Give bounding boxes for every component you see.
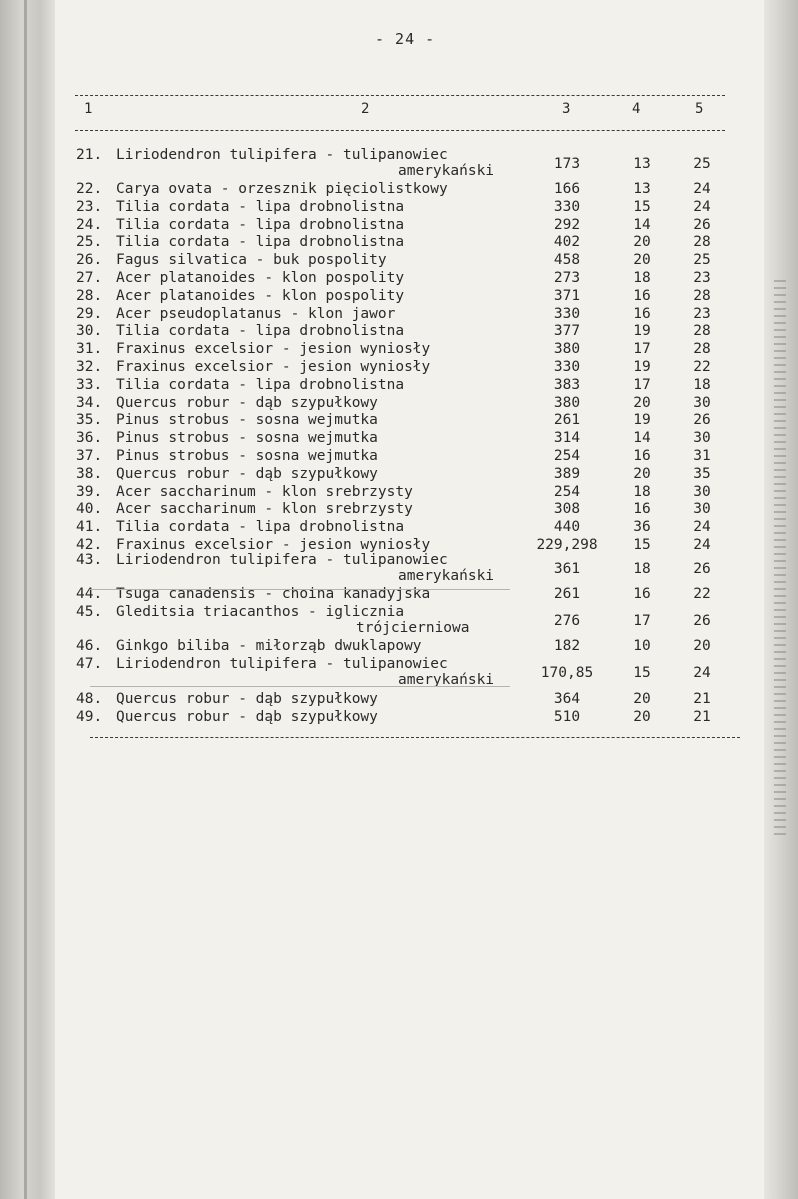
value-col5: 30 (693, 394, 711, 411)
faint-rule (90, 589, 510, 590)
value-col3: 440 (553, 519, 581, 536)
value-col5: 25 (693, 252, 711, 269)
value-col4: 18 (633, 483, 651, 500)
value-col3: 254 (553, 483, 581, 500)
value-col4: 20 (633, 252, 651, 269)
species-name: Tilia cordata - lipa drobnolistna (116, 323, 405, 340)
value-col3: 389 (553, 465, 581, 482)
species-name: Tilia cordata - lipa drobnolistna (116, 376, 405, 393)
value-col3: 371 (553, 287, 581, 304)
value-col3: 361 (553, 561, 581, 577)
row-number: 43. (76, 552, 103, 568)
row-number: 38. (76, 465, 103, 482)
value-col3: 166 (553, 181, 581, 197)
value-col3: 314 (553, 430, 581, 447)
species-name-continued: amerykański (398, 568, 495, 584)
value-col3: 458 (553, 252, 581, 269)
value-col5: 28 (693, 287, 711, 304)
column-header-2: 2 (361, 101, 370, 117)
value-col5: 24 (693, 198, 711, 215)
value-col4: 19 (633, 323, 651, 340)
value-col4: 16 (633, 501, 651, 518)
value-col3: 261 (553, 412, 581, 429)
value-col4: 18 (633, 270, 651, 286)
row-number: 49. (76, 709, 103, 725)
species-name: Pinus strobus - sosna wejmutka (116, 448, 378, 464)
scan-left-edge (0, 0, 55, 1199)
species-name: Carya ovata - orzesznik pięciolistkowy (116, 181, 448, 197)
value-col4: 20 (633, 709, 651, 725)
value-col5: 28 (693, 234, 711, 251)
table-bottom-rule (90, 737, 740, 738)
value-col5: 30 (693, 483, 711, 500)
row-number: 22. (76, 181, 103, 197)
value-col4: 13 (633, 156, 651, 172)
species-name: Tilia cordata - lipa drobnolistna (116, 198, 405, 215)
value-col4: 19 (633, 412, 651, 429)
value-col3: 330 (553, 305, 581, 322)
value-col4: 18 (633, 561, 651, 577)
value-col5: 30 (693, 430, 711, 447)
value-col5: 24 (693, 519, 711, 536)
value-col3: 254 (553, 448, 581, 464)
row-number: 27. (76, 270, 103, 286)
species-name: Tilia cordata - lipa drobnolistna (116, 519, 405, 536)
species-name: Quercus robur - dąb szypułkowy (116, 465, 378, 482)
species-name: Tilia cordata - lipa drobnolistna (116, 234, 405, 251)
row-number: 34. (76, 394, 103, 411)
value-col3: 292 (553, 216, 581, 233)
row-number: 37. (76, 448, 103, 464)
row-number: 36. (76, 430, 103, 447)
value-col4: 20 (633, 691, 651, 707)
value-col5: 26 (693, 561, 711, 577)
value-col3: 273 (553, 270, 581, 286)
value-col4: 20 (633, 234, 651, 251)
species-name: Pinus strobus - sosna wejmutka (116, 430, 378, 447)
row-number: 39. (76, 483, 103, 500)
value-col5: 22 (693, 586, 711, 602)
value-col4: 17 (633, 341, 651, 358)
value-col4: 14 (633, 216, 651, 233)
column-header-1: 1 (84, 101, 93, 117)
table-header-rule (75, 130, 725, 131)
row-number: 46. (76, 638, 103, 654)
value-col5: 21 (693, 691, 711, 707)
row-number: 23. (76, 198, 103, 215)
value-col4: 16 (633, 586, 651, 602)
species-name: Liriodendron tulipifera - tulipanowiec (116, 147, 448, 163)
species-name: Tilia cordata - lipa drobnolistna (116, 216, 405, 233)
species-name: Gleditsia triacanthos - iglicznia (116, 604, 405, 620)
page-number: - 24 - (375, 30, 436, 48)
value-col5: 25 (693, 156, 711, 172)
value-col4: 36 (633, 519, 651, 536)
value-col4: 15 (633, 198, 651, 215)
value-col4: 19 (633, 359, 651, 375)
row-number: 21. (76, 147, 103, 163)
value-col5: 28 (693, 323, 711, 340)
value-col3: 377 (553, 323, 581, 340)
row-number: 28. (76, 287, 103, 304)
species-name-continued: trójcierniowa (356, 620, 470, 636)
row-number: 31. (76, 341, 103, 358)
value-col5: 24 (693, 181, 711, 197)
row-number: 30. (76, 323, 103, 340)
row-number: 44. (76, 586, 103, 602)
species-name: Fagus silvatica - buk pospolity (116, 252, 387, 269)
row-number: 33. (76, 376, 103, 393)
value-col3: 364 (553, 691, 581, 707)
column-header-3: 3 (562, 101, 571, 117)
faint-rule (90, 686, 510, 687)
value-col4: 17 (633, 613, 651, 629)
value-col4: 15 (633, 665, 651, 681)
value-col3: 308 (553, 501, 581, 518)
column-header-5: 5 (695, 101, 704, 117)
column-header-4: 4 (632, 101, 641, 117)
value-col5: 26 (693, 412, 711, 429)
value-col3: 330 (553, 198, 581, 215)
value-col5: 28 (693, 341, 711, 358)
species-name: Fraxinus excelsior - jesion wyniosły (116, 359, 431, 375)
table-top-rule (75, 95, 725, 96)
value-col5: 23 (693, 270, 711, 286)
row-number: 24. (76, 216, 103, 233)
species-name: Fraxinus excelsior - jesion wyniosły (116, 341, 431, 358)
value-col5: 24 (693, 665, 711, 681)
row-number: 40. (76, 501, 103, 518)
value-col3: 330 (553, 359, 581, 375)
value-col4: 20 (633, 394, 651, 411)
value-col5: 20 (693, 638, 711, 654)
species-name: Liriodendron tulipifera - tulipanowiec (116, 552, 448, 568)
value-col4: 13 (633, 181, 651, 197)
species-name: Pinus strobus - sosna wejmutka (116, 412, 378, 429)
value-col5: 18 (693, 376, 711, 393)
species-name: Acer platanoides - klon pospolity (116, 270, 405, 286)
row-number: 35. (76, 412, 103, 429)
row-number: 48. (76, 691, 103, 707)
value-col4: 14 (633, 430, 651, 447)
value-col3: 402 (553, 234, 581, 251)
value-col5: 31 (693, 448, 711, 464)
species-name: Acer saccharinum - klon srebrzysty (116, 483, 413, 500)
species-name: Acer pseudoplatanus - klon jawor (116, 305, 396, 322)
row-number: 47. (76, 656, 103, 672)
species-name: Quercus robur - dąb szypułkowy (116, 709, 378, 725)
value-col3: 182 (553, 638, 581, 654)
value-col4: 15 (633, 537, 651, 553)
species-name: Acer saccharinum - klon srebrzysty (116, 501, 413, 518)
value-col3: 380 (553, 341, 581, 358)
value-col4: 20 (633, 465, 651, 482)
row-number: 29. (76, 305, 103, 322)
species-name-continued: amerykański (398, 163, 495, 179)
species-name: Acer platanoides - klon pospolity (116, 287, 405, 304)
row-number: 41. (76, 519, 103, 536)
scan-right-edge (764, 0, 798, 1199)
value-col4: 16 (633, 448, 651, 464)
value-col3: 510 (553, 709, 581, 725)
value-col5: 23 (693, 305, 711, 322)
value-col4: 16 (633, 305, 651, 322)
value-col3: 383 (553, 376, 581, 393)
value-col4: 17 (633, 376, 651, 393)
value-col5: 35 (693, 465, 711, 482)
value-col3: 261 (553, 586, 581, 602)
species-name: Tsuga canadensis - choina kanadyjska (116, 586, 431, 602)
row-number: 45. (76, 604, 103, 620)
value-col5: 26 (693, 613, 711, 629)
species-name: Fraxinus excelsior - jesion wyniosły (116, 537, 431, 553)
value-col3: 229,298 (536, 537, 598, 553)
value-col4: 10 (633, 638, 651, 654)
species-name: Liriodendron tulipifera - tulipanowiec (116, 656, 448, 672)
value-col3: 170,85 (540, 665, 594, 681)
row-number: 32. (76, 359, 103, 375)
value-col5: 21 (693, 709, 711, 725)
row-number: 42. (76, 537, 103, 553)
species-name: Quercus robur - dąb szypułkowy (116, 394, 378, 411)
value-col5: 30 (693, 501, 711, 518)
species-name-continued: amerykański (398, 672, 495, 688)
row-number: 26. (76, 252, 103, 269)
value-col3: 173 (553, 156, 581, 172)
value-col3: 380 (553, 394, 581, 411)
value-col4: 16 (633, 287, 651, 304)
species-name: Ginkgo biliba - miłorząb dwuklapowy (116, 638, 422, 654)
value-col5: 26 (693, 216, 711, 233)
value-col5: 22 (693, 359, 711, 375)
species-name: Quercus robur - dąb szypułkowy (116, 691, 378, 707)
value-col5: 24 (693, 537, 711, 553)
row-number: 25. (76, 234, 103, 251)
value-col3: 276 (553, 613, 581, 629)
